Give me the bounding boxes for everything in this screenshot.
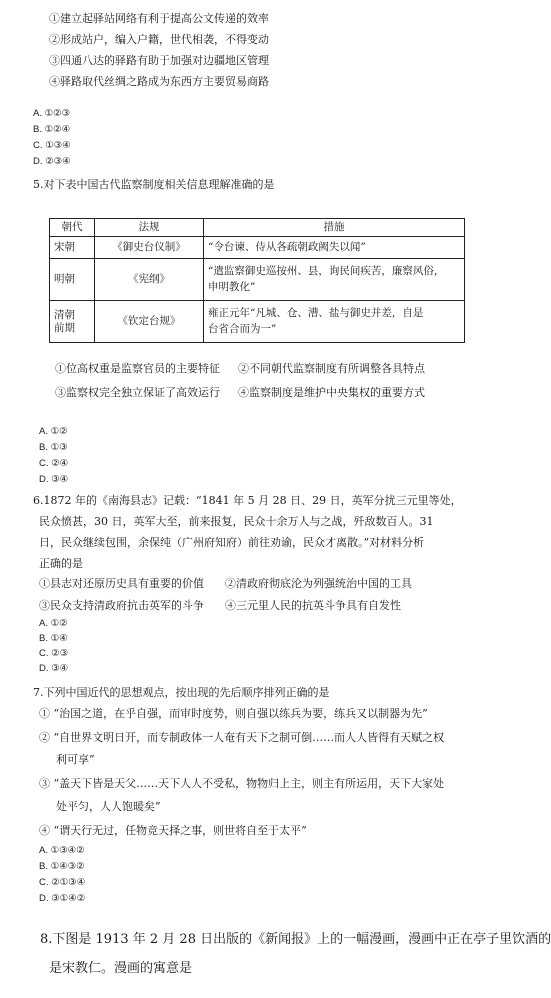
q6-option-a[interactable]: A. ①② xyxy=(39,618,68,629)
q6-stem-line2: 民众愤甚，30 日，英军大至，前来报复，民众十余万人与之战，歼敌数百人。31 xyxy=(39,515,434,528)
q5-statement-2: ②不同朝代监察制度有所调整各具特点 xyxy=(238,362,425,375)
q5-table-header-row xyxy=(50,219,465,237)
q6-option-c[interactable]: C. ②③ xyxy=(39,648,69,659)
q7-option-a[interactable]: A. ①③④② xyxy=(39,845,85,856)
q7-statement-4: ④ “谓天行无过，任物竞天择之事，则世将自至于太平” xyxy=(39,824,307,837)
q6-statement-3: ③民众支持清政府抗击英军的斗争 xyxy=(39,599,204,612)
q5-statement-1: ①位高权重是监察官员的主要特征 xyxy=(55,362,220,375)
q7-statement-2-cont: 利可享” xyxy=(56,753,95,766)
q5-row3-law: 《钦定台规》 xyxy=(95,301,204,343)
q5-option-b[interactable]: B. ①③ xyxy=(39,442,68,453)
q6-statement-1: ①县志对还原历史具有重要的价值 xyxy=(39,577,204,590)
q5-row3-measure xyxy=(204,301,465,343)
q5-row2-dynasty: 明朝 xyxy=(50,259,95,301)
q6-option-b[interactable]: B. ①④ xyxy=(39,633,68,644)
q5-header-dynasty: 朝代 xyxy=(50,219,95,237)
q6-stem-line4: 正确的是 xyxy=(39,557,83,570)
q5-option-a[interactable]: A. ①② xyxy=(39,426,68,437)
q4-statement-1: ①建立起驿站网络有利于提高公文传递的效率 xyxy=(49,12,269,25)
q8-stem-line2: 是宋教仁。漫画的寓意是 xyxy=(49,961,193,976)
q5-option-c[interactable]: C. ②④ xyxy=(39,458,69,469)
q6-statement-2: ②清政府彻底沦为列强统治中国的工具 xyxy=(225,577,412,590)
q5-row3-dynasty-line2: 前期 xyxy=(54,321,75,334)
q5-row3-measure-line1: 雍正元年“凡城、仓、漕、盐与御史并差，自是 xyxy=(208,306,424,319)
q5-row2-measure-line2: 申明教化” xyxy=(208,280,256,293)
q6-option-d[interactable]: D. ③④ xyxy=(39,663,69,674)
q5-header-measure: 措施 xyxy=(204,219,465,237)
q5-row1-law: 《御史台仪制》 xyxy=(95,237,204,259)
q5-row1-dynasty: 宋朝 xyxy=(50,237,95,259)
q5-row3-measure-line2: 台省合而为一” xyxy=(208,322,277,335)
q5-row2-law: 《宪纲》 xyxy=(95,259,204,301)
q5-row2-measure xyxy=(204,259,465,301)
q4-option-b[interactable]: B. ①②④ xyxy=(33,124,71,135)
q5-table xyxy=(49,218,465,343)
q4-option-c[interactable]: C. ①③④ xyxy=(33,140,71,151)
q4-option-a[interactable]: A. ①②③ xyxy=(33,108,71,119)
q5-row1-measure: “令台谏、侍从各疏朝政阙失以闻” xyxy=(204,237,465,259)
q4-statement-4: ④驿路取代丝绸之路成为东西方主要贸易商路 xyxy=(49,75,269,88)
q4-statement-2: ②形成站户，编入户籍，世代相袭，不得变动 xyxy=(49,33,269,46)
q5-row3-dynasty-line1: 清朝 xyxy=(54,308,75,321)
table-row xyxy=(50,301,465,343)
table-row xyxy=(50,259,465,301)
q7-option-c[interactable]: C. ②①③④ xyxy=(39,877,86,888)
q5-stem: 5.对下表中国古代监察制度相关信息理解准确的是 xyxy=(33,178,275,191)
q7-statement-3-cont: 处平匀，人人饱暖矣” xyxy=(56,800,161,813)
q5-statement-4: ④监察制度是维护中央集权的重要方式 xyxy=(238,386,425,399)
q6-stem-line3: 日，民众继续包围，余保纯（广州府知府）前往劝谕，民众才离散。”对材料分析 xyxy=(39,536,425,549)
q4-option-d[interactable]: D. ②③④ xyxy=(33,156,71,167)
table-row xyxy=(50,237,465,259)
q5-statement-3: ③监察权完全独立保证了高效运行 xyxy=(55,386,220,399)
q7-statement-2: ② “自世界文明日开，而专制政体一人奄有天下之制可倒……而人人皆得有天赋之权 xyxy=(39,731,445,744)
q5-row2-measure-line1: “遣监察御史巡按州、县，询民间疾苦，廉察风俗， xyxy=(208,264,445,277)
q6-stem-line1: 6.1872 年的《南海县志》记载：“1841 年 5 月 28 日、29 日，英军分扰三元里等处， xyxy=(33,494,462,507)
q5-option-d[interactable]: D. ③④ xyxy=(39,474,69,485)
q7-option-b[interactable]: B. ①④③② xyxy=(39,861,85,872)
q7-statement-1: ① “治国之道，在乎自强，而审时度势，则自强以练兵为要，练兵又以制器为先” xyxy=(39,707,428,720)
q7-option-d[interactable]: D. ③①④② xyxy=(39,893,86,904)
q5-header-law: 法规 xyxy=(95,219,204,237)
q7-statement-3: ③ “盖天下皆是天父……天下人人不受私，物物归上主，则主有所运用，天下大家处 xyxy=(39,777,445,790)
q4-statement-3: ③四通八达的驿路有助于加强对边疆地区管理 xyxy=(49,54,269,67)
q7-stem: 7.下列中国近代的思想观点，按出现的先后顺序排列正确的是 xyxy=(33,686,330,699)
q6-statement-4: ④三元里人民的抗英斗争具有自发性 xyxy=(225,599,401,612)
q5-row3-dynasty xyxy=(50,301,95,343)
q8-stem-line1: 8.下图是 1913 年 2 月 28 日出版的《新闻报》上的一幅漫画，漫画中正在亭子里饮酒的 xyxy=(40,932,551,947)
